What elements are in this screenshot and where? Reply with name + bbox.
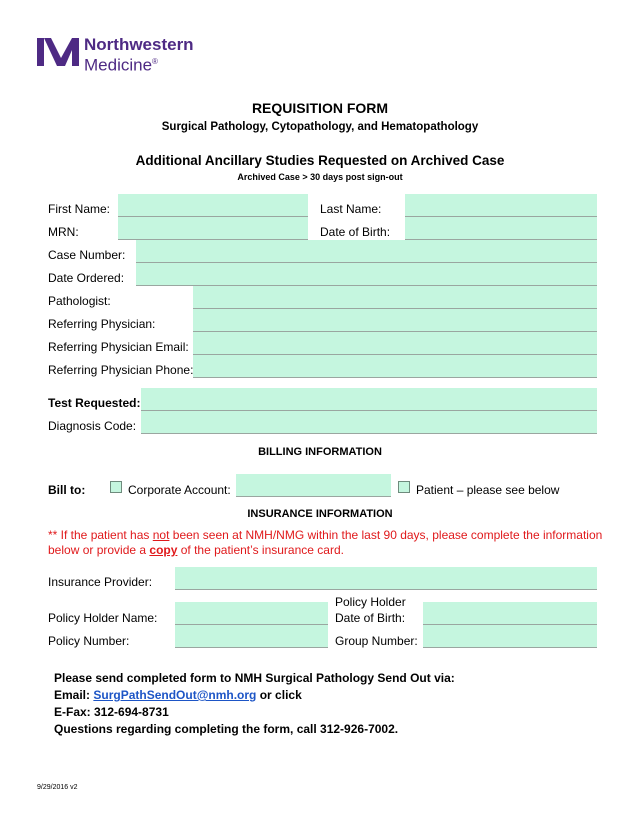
efax-line: E-Fax: 312-694-8731 [54, 705, 169, 719]
notice-not: not [152, 528, 170, 542]
pathologist-label: Pathologist: [48, 294, 111, 308]
logo [37, 35, 207, 75]
section-subheading: Archived Case > 30 days post sign-out [237, 172, 403, 182]
billing-heading: BILLING INFORMATION [258, 446, 382, 458]
referring-physician-label: Referring Physician: [48, 317, 156, 331]
group-number-field[interactable] [423, 625, 597, 648]
policy-holder-dob-field[interactable] [423, 602, 597, 625]
form-subtitle: Surgical Pathology, Cytopathology, and Hematopathology [161, 121, 479, 133]
referring-email-label: Referring Physician Email: [48, 340, 189, 354]
date-ordered-field[interactable] [136, 263, 597, 286]
insurance-notice-line2 [48, 543, 344, 557]
test-requested-label: Test Requested: [48, 396, 141, 410]
last-name-field[interactable] [405, 194, 597, 217]
notice-text-b: been seen at NMH/NMG within the last 90 days, please complete the information [169, 528, 603, 542]
first-name-field[interactable] [118, 194, 308, 217]
corporate-account-label: Corporate Account: [128, 483, 231, 497]
referring-phone-label: Referring Physician Phone: [48, 363, 194, 377]
diagnosis-code-field[interactable] [141, 411, 597, 434]
policy-holder-dob-label-1: Policy Holder [335, 595, 406, 609]
email-line [54, 688, 302, 702]
questions-line: Questions regarding completing the form, call 312-926-7002. [54, 722, 399, 736]
first-name-label: First Name: [48, 202, 111, 216]
section-heading: Additional Ancillary Studies Requested on Archived Case [135, 153, 505, 168]
form-title: REQUISITION FORM [251, 100, 389, 116]
logo-text-medicine: Medicine [84, 55, 153, 75]
policy-number-label: Policy Number: [48, 634, 130, 648]
email-label: Email: [54, 688, 94, 702]
diagnosis-code-label: Diagnosis Code: [48, 419, 137, 433]
version-label: 9/29/2016 v2 [37, 784, 78, 791]
patient-billing-checkbox[interactable] [398, 481, 410, 493]
notice-copy: copy [149, 543, 178, 557]
policy-holder-name-label: Policy Holder Name: [48, 611, 158, 625]
last-name-label: Last Name: [320, 202, 382, 216]
email-link[interactable]: SurgPathSendOut@nmh.org [93, 688, 257, 702]
corporate-account-checkbox[interactable] [110, 481, 122, 493]
date-of-birth-label: Date of Birth: [320, 225, 391, 239]
logo-text-line1: Northwestern [84, 35, 194, 54]
email-or-click: or click [256, 688, 302, 702]
bill-to-label: Bill to: [48, 483, 86, 497]
northwestern-logo-mark-icon [37, 36, 79, 68]
insurance-provider-label: Insurance Provider: [48, 575, 153, 589]
send-instructions: Please send completed form to NMH Surgical Pathology Send Out via: [54, 671, 455, 685]
notice-text-a: ** If the patient has [48, 528, 153, 542]
date-ordered-label: Date Ordered: [48, 271, 125, 285]
case-number-label: Case Number: [48, 248, 126, 262]
registered-mark: ® [152, 57, 158, 66]
case-number-field[interactable] [136, 240, 597, 263]
referring-phone-field[interactable] [193, 355, 597, 378]
insurance-notice-line1 [48, 528, 602, 542]
patient-billing-label: Patient – please see below [416, 483, 560, 497]
corporate-account-field[interactable] [236, 474, 391, 497]
policy-holder-name-field[interactable] [175, 602, 328, 625]
group-number-label: Group Number: [335, 634, 418, 648]
policy-number-field[interactable] [175, 625, 328, 648]
pathologist-field[interactable] [193, 286, 597, 309]
referring-email-field[interactable] [193, 332, 597, 355]
mrn-label: MRN: [48, 225, 79, 239]
notice-text-d: of the patient’s insurance card. [177, 543, 344, 557]
mrn-field[interactable] [118, 217, 308, 240]
notice-text-c: below or provide a [48, 543, 150, 557]
test-requested-field[interactable] [141, 388, 597, 411]
insurance-heading: INSURANCE INFORMATION [247, 508, 393, 520]
referring-physician-field[interactable] [193, 309, 597, 332]
date-of-birth-field[interactable] [405, 217, 597, 240]
insurance-provider-field[interactable] [175, 567, 597, 590]
policy-holder-dob-label-2: Date of Birth: [335, 611, 406, 625]
logo-text-line2 [84, 52, 158, 75]
